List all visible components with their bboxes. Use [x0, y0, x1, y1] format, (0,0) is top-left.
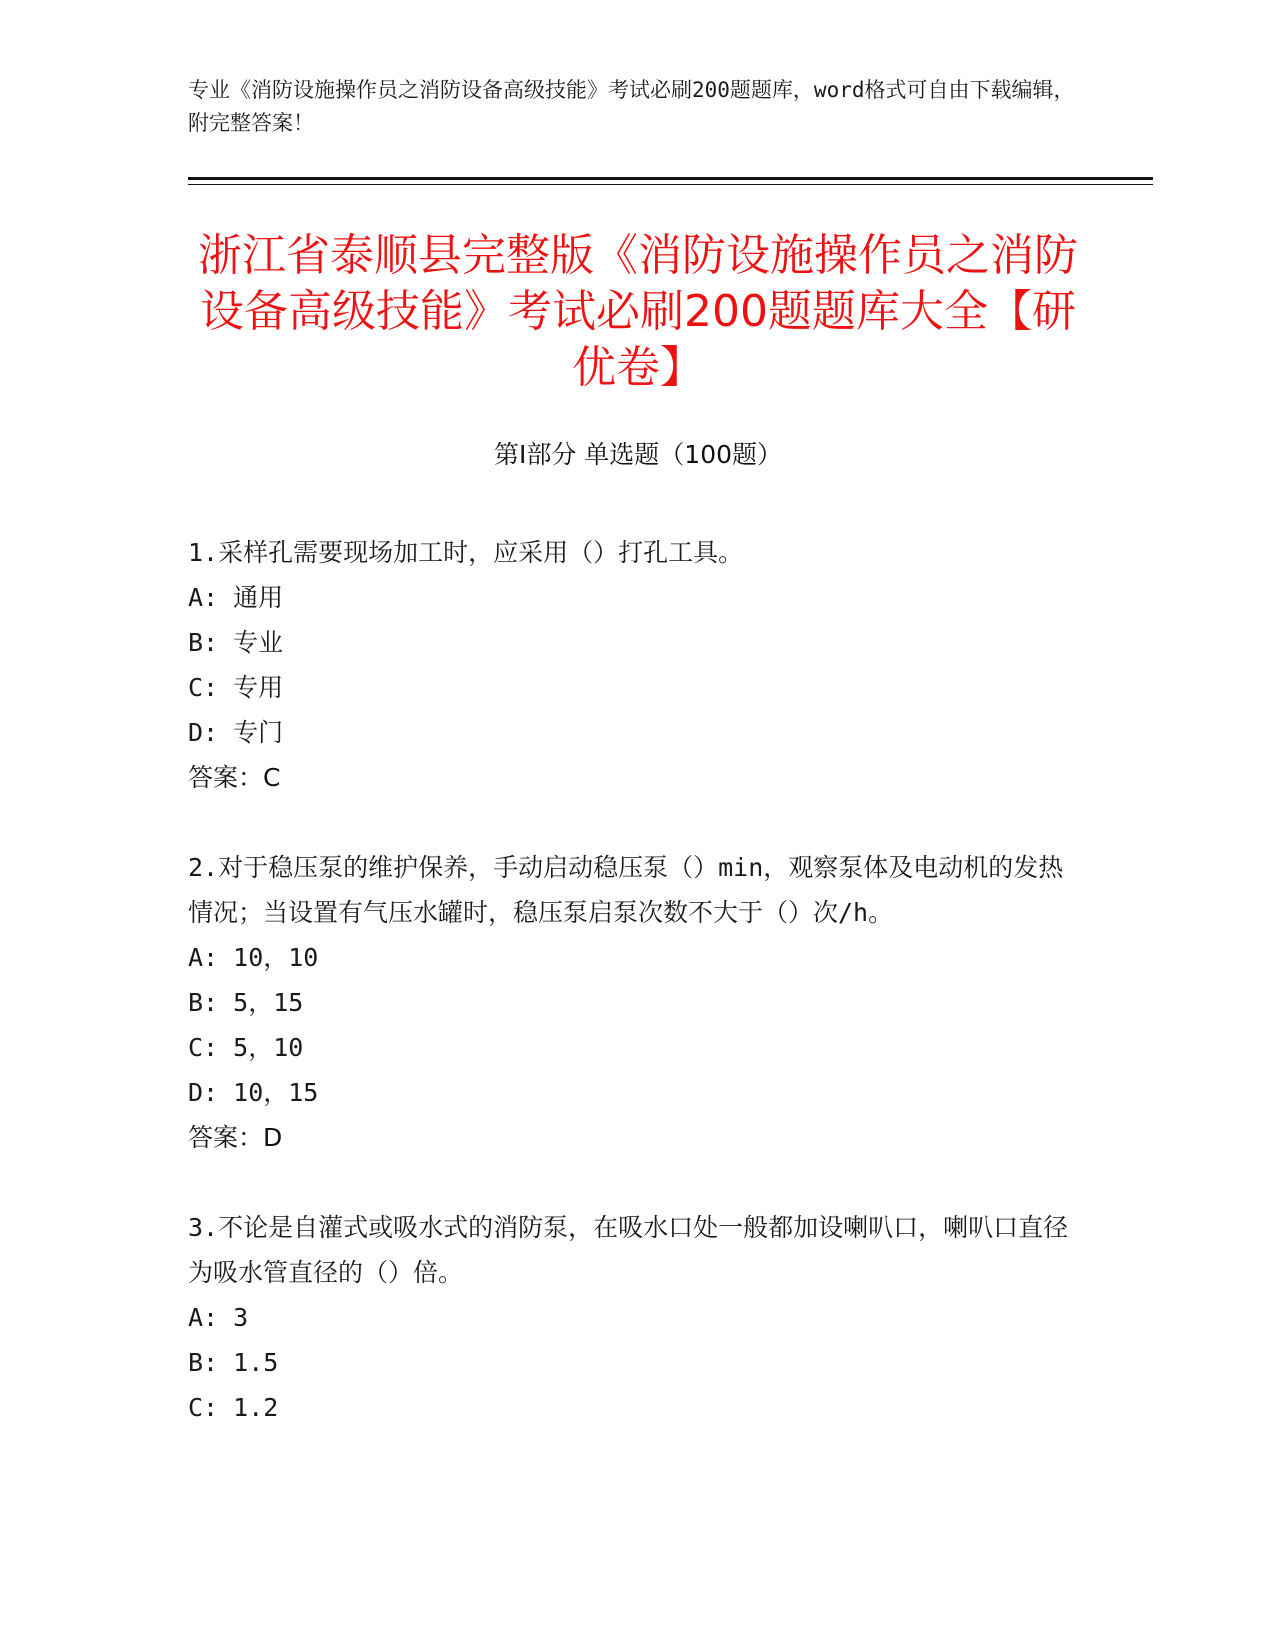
question-stem: 3.不论是自灌式或吸水式的消防泵，在吸水口处一般都加设喇叭口，喇叭口直径为吸水管直径的（）倍。 — [188, 1213, 1069, 1287]
document-title: 浙江省泰顺县完整版《消防设施操作员之消防设备高级技能》考试必刷200题题库大全【研优卷】 — [198, 230, 1078, 393]
question-stem: 2.对于稳压泵的维护保养，手动启动稳压泵（）min，观察泵体及电动机的发热情况；当设置有气压水罐时，稳压泵启泵次数不大于（）次/h。 — [188, 853, 1064, 927]
option-c: C: 专用 — [188, 673, 284, 702]
question-list — [188, 530, 1088, 1475]
option-d: D: 专门 — [188, 718, 284, 747]
option-b: B: 1.5 — [188, 1348, 279, 1377]
option-c: C: 1.2 — [188, 1393, 279, 1422]
option-d: D: 10，15 — [188, 1078, 319, 1107]
answer: 答案：D — [188, 1123, 283, 1152]
section-title: 第Ⅰ部分 单选题（100题） — [493, 440, 783, 469]
question-1 — [188, 530, 1088, 800]
header-note: 专业《消防设施操作员之消防设备高级技能》考试必刷200题题库，word格式可自由下载编辑，附完整答案！ — [188, 78, 1075, 135]
question-2 — [188, 845, 1088, 1160]
answer: 答案：C — [188, 763, 281, 792]
header-divider-thick — [188, 177, 1153, 180]
header-divider-thin — [188, 184, 1153, 185]
option-b: B: 专业 — [188, 628, 284, 657]
question-stem: 1.采样孔需要现场加工时，应采用（）打孔工具。 — [188, 538, 744, 567]
option-a: A: 10，10 — [188, 943, 319, 972]
question-3 — [188, 1205, 1088, 1430]
option-a: A: 3 — [188, 1303, 249, 1332]
option-b: B: 5，15 — [188, 988, 304, 1017]
option-a: A: 通用 — [188, 583, 284, 612]
option-c: C: 5，10 — [188, 1033, 304, 1062]
